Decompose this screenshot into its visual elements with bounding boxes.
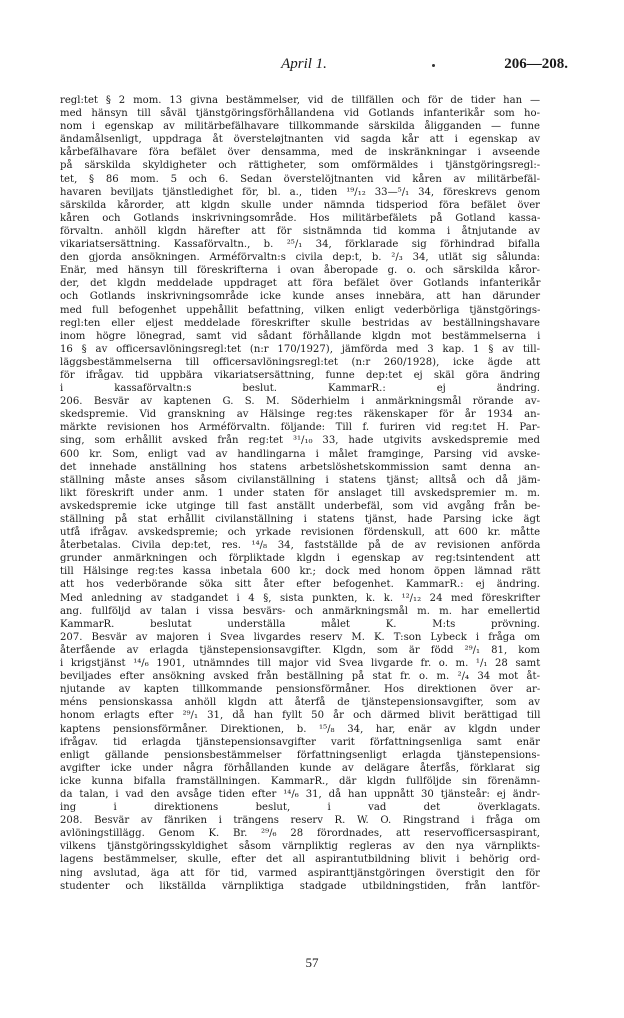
text-line: lagens bestämmelser, skulle, efter det all aspirantutbildning blivit i behörig ord- (60, 854, 540, 866)
text-line: märkte revisionen hos Arméförvaltn. följande: Till f. furiren vid reg:tet H. Par- (60, 422, 540, 434)
text-line: regl:tet § 2 mom. 13 givna bestämmelser, vid de tillfällen och för de tider han — (60, 95, 541, 106)
text-line: på särskilda skyldigheter och rättigheter, som omförmäldes i tjänstgöringsregl:- (60, 160, 541, 172)
text-line: i kassaförvaltn:s beslut. KammarR.: ej ändring. (60, 383, 540, 395)
page-header (56, 56, 568, 78)
text-line: beviljades efter ansökning avsked från beställning på stat fr. o. m. ²/₄ 34 mot åt- (60, 671, 540, 683)
text-line: nom i egenskap av militärbefälhavare tillkommande särskilda åligganden — funne (60, 121, 540, 133)
text-line: regl:ten eller eljest meddelade föreskrifter skulle bestridas av beställningshavare (60, 317, 540, 329)
text-line: méns pensionskassa anhöll klgdn att återfå de tjänstepensionsavgifter, som av (60, 697, 540, 709)
text-line: i krigstjänst ¹⁴/₆ 1901, utnämndes till major vid Svea livgarde fr. o. m. ¹/₁ 28 samt (60, 658, 541, 670)
text-line: ning avslutad, äga att för tid, varmed aspiranttjänstgöringen överstigit den för (60, 867, 540, 879)
text-line: kåren och Gotlands inskrivningsområde. Hos militärbefälets på Gotland kassa- (60, 212, 541, 224)
text-line: läggsbestämmelserna till officersavlöningsregl:tet (n:r 260/1928), icke ägde att (60, 356, 541, 368)
text-line: med hänsyn till såväl tjänstgöringsförhållandena vid Gotlands infanterikår som ho- (60, 108, 540, 120)
text-line: njutande av kapten tillkommande pensionsförmåner. Hos direktionen över ar- (60, 684, 541, 696)
text-line: ändamålsenligt, uppdraga åt översteløjtnanten vid sagda kår att i egenskap av (60, 134, 541, 146)
text-line: ing i direktionens beslut, i vad det överklagats. (60, 802, 541, 814)
text-line: da talan, i vad den avsåge tiden efter ¹⁴/₆ 31, då han uppnått 30 tjänsteår: ej ändr- (60, 788, 540, 800)
text-line: utfå ifrågav. avskedspremie; och yrkade revisionen fördenskull, att 600 kr. måtte (60, 527, 541, 539)
section-range: 206—208. (504, 56, 568, 72)
text-line: 16 § av officersavlöningsregl:tet (n:r 170/1927), jämförda med 3 kap. 1 § av till- (60, 343, 540, 355)
text-line: havaren beviljats tjänstledighet för, bl. a., tiden ¹⁹/₁₂ 33—⁵/₁ 34, föreskrevs genom (60, 186, 541, 198)
running-title: April 1. (281, 56, 327, 72)
text-line: 207. Besvär av majoren i Svea livgardes reserv M. K. T:son Lybeck i fråga om (60, 631, 540, 643)
text-line: avskedspremie icke utginge till fast anställt underbefäl, som vid avgång från be- (60, 500, 541, 512)
text-line: icke kunna bifalla framställningen. KammarR., där klgdn fullföljde sin förenämn- (60, 775, 541, 787)
text-line: kårbefälhavare föra befälet över densamma, med de inskränkningar i avseende (60, 147, 540, 159)
text-line: ang. fullföljd av talan i vissa besvärs- och anmärkningsmål m. m. har emellertid (60, 605, 541, 617)
text-line: 208. Besvär av fänriken i trängens reserv R. W. O. Ringstrand i fråga om (60, 815, 541, 827)
text-line: till Hälsinge reg:tes kassa inbetala 600 kr.; dock med honom öppen lämnad rätt (60, 566, 541, 578)
text-line: för ifrågav. tid uppbära vikariatsersättning, funne dep:tet ej skäl göra ändring (60, 369, 541, 381)
text-line: Enär, med hänsyn till föreskrifterna i ovan åberopade g. o. och särskilda kåror- (60, 265, 540, 277)
body-text (60, 94, 540, 893)
text-line: återfående av erlagda tjänstepensionsavgifter. Klgdn, som är född ²⁹/₁ 81, kom (60, 644, 540, 656)
page-number: 57 (305, 955, 319, 970)
text-line: Med anledning av stadgandet i 4 §, sista punkten, k. k. ¹²/₁₂ 24 med föreskrifter (60, 592, 541, 604)
printing-speck (432, 64, 435, 67)
text-line: skedspremie. Vid granskning av Hälsinge reg:tes räkenskaper för år 1934 an- (60, 409, 540, 421)
text-line: återbetalas. Civila dep:tet, res. ¹⁴/₈ 34, fastställde på de av revisionen anförda (60, 540, 541, 552)
text-line: ställning måste anses såsom civilanställning i statens tjänst; alltså och då jäm- (60, 474, 541, 486)
text-line: särskilda kårorder, att klgdn skulle under nämnda tidsperiod föra befälet över (60, 199, 540, 211)
text-line: der, det klgdn meddelade uppdraget att föra befälet över Gotlands infanterikår (60, 278, 541, 290)
text-line: 206. Besvär av kaptenen G. S. M. Söderhielm i anmärkningsmål rörande av- (60, 396, 540, 408)
text-line: ifrågav. tid erlagda tjänstepensionsavgifter varit författningsenliga samt enär (60, 736, 540, 748)
text-line: avgifter icke under några förhållanden kunde av delägare återfås, förklarat sig (60, 762, 541, 774)
text-line: 600 kr. Som, enligt vad av handlingarna i målet framginge, Parsing vid avske- (60, 448, 540, 460)
text-line: med full befogenhet uppehållit befattning, vilken enligt vederbörliga tjänstgörings- (60, 304, 541, 316)
text-line: den gjorda ansökningen. Arméförvaltn:s civila dep:t, b. ²/₃ 34, utlät sig sålunda: (60, 252, 540, 264)
text-line: KammarR. beslutat underställa målet K. M:ts prövning. (60, 618, 540, 630)
text-line: kaptens pensionsförmåner. Direktionen, b. ¹⁵/₈ 34, har, enär av klgdn under (60, 723, 540, 735)
text-line: att hos vederbörande söka sitt åter efter befogenhet. KammarR.: ej ändring. (60, 579, 540, 591)
text-line: grunder anmärkningen och förpliktade klgdn i egenskap av reg:tsintendent att (60, 553, 540, 565)
text-line: tet, § 86 mom. 5 och 6. Sedan överstelöjtnanten vid kåren av militärbefäl- (60, 173, 540, 185)
text-line: likt föreskrift under anm. 1 under staten för anslaget till avskedspremier m. m. (60, 487, 540, 499)
text-line: avlöningstillägg. Genom K. Br. ²⁹/₆ 28 förordnades, att reservofficersaspirant, (60, 828, 540, 840)
text-line: ställning på stat erhållit civilanställning i statens tjänst, hade Parsing icke ägt (60, 514, 540, 525)
text-line: honom erlagts efter ²⁹/₁ 31, då han fyllt 50 år och därmed blivit berättigad till (60, 710, 541, 722)
text-line: inom högre lönegrad, samt vid sådant förhållande klgdn mot bestämmelserna i (60, 330, 541, 342)
text-line: det innehade anställning hos statens arbetslöshetskommission samt denna an- (60, 461, 540, 473)
text-line: vikariatsersättning. Kassaförvaltn., b. ²⁵/₁ 34, förklarade sig förhindrad bifalla (60, 239, 540, 251)
text-line: och Gotlands inskrivningsområde icke kunde anses innebära, att han därunder (60, 291, 541, 303)
text-line: enligt gällande pensionsbestämmelser författningsenligt erlagda tjänstepensions- (60, 749, 540, 761)
text-line: vilkens tjänstgöringsskyldighet såsom värnpliktig regleras av den nya värnplikts- (60, 841, 540, 853)
text-line: studenter och likställda värnpliktiga stadgade utbildningstiden, från lantför- (60, 880, 540, 892)
text-line: förvaltn. anhöll klgdn härefter att för sistnämnda tid komma i åtnjutande av (60, 225, 540, 237)
text-line: sing, som erhållit avsked från reg:tet ³¹/₁₀ 33, hade utgivits avskedspremie med (60, 435, 540, 447)
